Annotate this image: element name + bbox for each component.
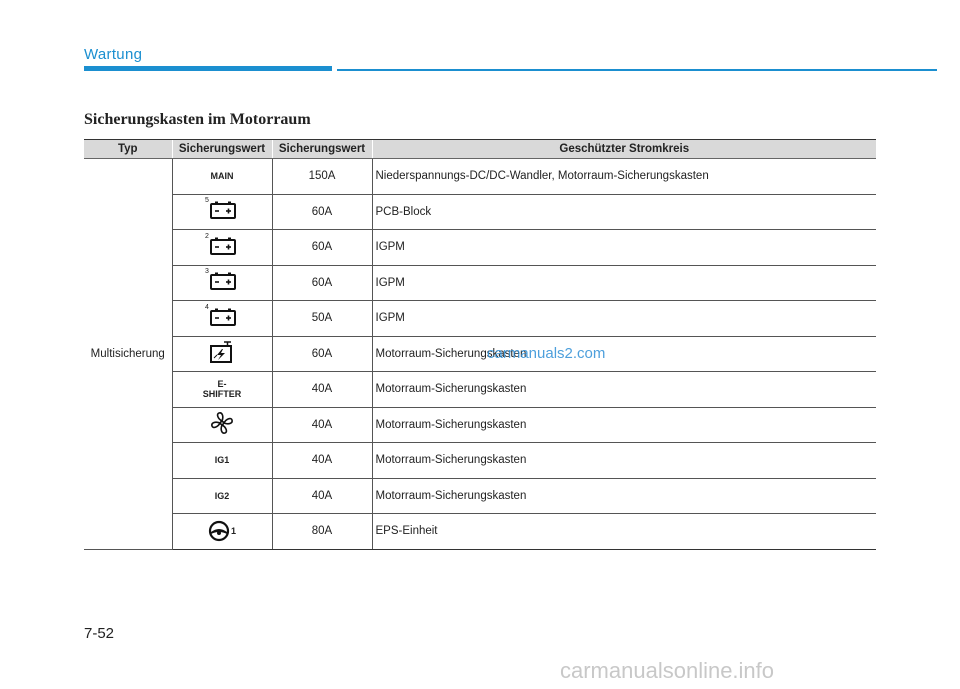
ig2-symbol: IG2 (214, 490, 230, 501)
column-header-circuit: Geschützter Stromkreis (372, 140, 876, 159)
table-row (84, 478, 876, 514)
battery-icon: 3 (205, 270, 239, 292)
e-shifter-symbol: E- SHIFTER (202, 378, 242, 399)
circuit-cell: Motorraum-Sicherungskasten (372, 478, 876, 514)
header-rule-thick (84, 66, 332, 71)
value-cell: 40A (272, 372, 372, 408)
circuit-cell: IGPM (372, 230, 876, 266)
value-cell: 150A (272, 159, 372, 195)
watermark-mid: carmanuals2.com (487, 345, 606, 362)
value-cell: 80A (272, 514, 372, 550)
symbol-cell (172, 301, 272, 337)
ig1-symbol: IG1 (214, 455, 230, 466)
table-row (84, 514, 876, 550)
symbol-cell (172, 194, 272, 230)
column-header-value: Sicherungswert (272, 140, 372, 159)
watermark-bottom: carmanualsonline.info (560, 658, 775, 683)
table-row (84, 159, 876, 195)
circuit-cell: Motorraum-Sicherungskasten (372, 372, 876, 408)
fuse-box-icon (209, 341, 235, 363)
table-row (84, 372, 876, 408)
symbol-cell (172, 407, 272, 443)
table-row (84, 265, 876, 301)
circuit-cell: IGPM (372, 265, 876, 301)
value-cell: 50A (272, 301, 372, 337)
circuit-cell: Motorraum-Sicherungskasten (372, 407, 876, 443)
value-cell: 60A (272, 230, 372, 266)
battery-icon: 5 (205, 199, 239, 221)
table-row (84, 407, 876, 443)
table-row (84, 443, 876, 479)
battery-icon: 4 (205, 306, 239, 328)
table-row (84, 301, 876, 337)
circuit-cell: Motorraum-Sicherungskasten (372, 443, 876, 479)
symbol-cell (172, 230, 272, 266)
steering-wheel-icon (208, 520, 230, 542)
symbol-cell (172, 336, 272, 372)
main-symbol: MAIN (210, 171, 234, 182)
section-title: Wartung (84, 46, 143, 63)
page-heading: Sicherungskasten im Motorraum (84, 111, 311, 128)
eps-symbol-number: 1 (230, 526, 236, 537)
value-cell: 40A (272, 407, 372, 443)
value-cell: 40A (272, 443, 372, 479)
symbol-cell (172, 159, 272, 195)
circuit-cell: Motorraum-Sicherungskasten (372, 336, 876, 372)
circuit-cell: EPS-Einheit (372, 514, 876, 550)
symbol-cell (172, 443, 272, 479)
table-header-row (84, 140, 876, 159)
value-cell: 60A (272, 265, 372, 301)
symbol-cell (172, 514, 272, 550)
page-number: 7-52 (84, 625, 115, 642)
fan-icon (210, 411, 234, 435)
value-cell: 60A (272, 194, 372, 230)
circuit-cell: Niederspannungs-DC/DC-Wandler, Motorraum-Sicherungskasten (372, 159, 876, 195)
fuse-table (84, 139, 876, 550)
header-rule-thin (337, 69, 937, 71)
symbol-cell (172, 478, 272, 514)
table-row (84, 230, 876, 266)
symbol-cell (172, 372, 272, 408)
battery-icon: 2 (205, 235, 239, 257)
circuit-cell: IGPM (372, 301, 876, 337)
column-header-symbol: Sicherungswert (172, 140, 272, 159)
table-row (84, 194, 876, 230)
value-cell: 40A (272, 478, 372, 514)
type-cell: Multisicherung (84, 159, 172, 550)
symbol-cell (172, 265, 272, 301)
circuit-cell: PCB-Block (372, 194, 876, 230)
value-cell: 60A (272, 336, 372, 372)
table-row (84, 336, 876, 372)
column-header-typ: Typ (84, 140, 172, 159)
